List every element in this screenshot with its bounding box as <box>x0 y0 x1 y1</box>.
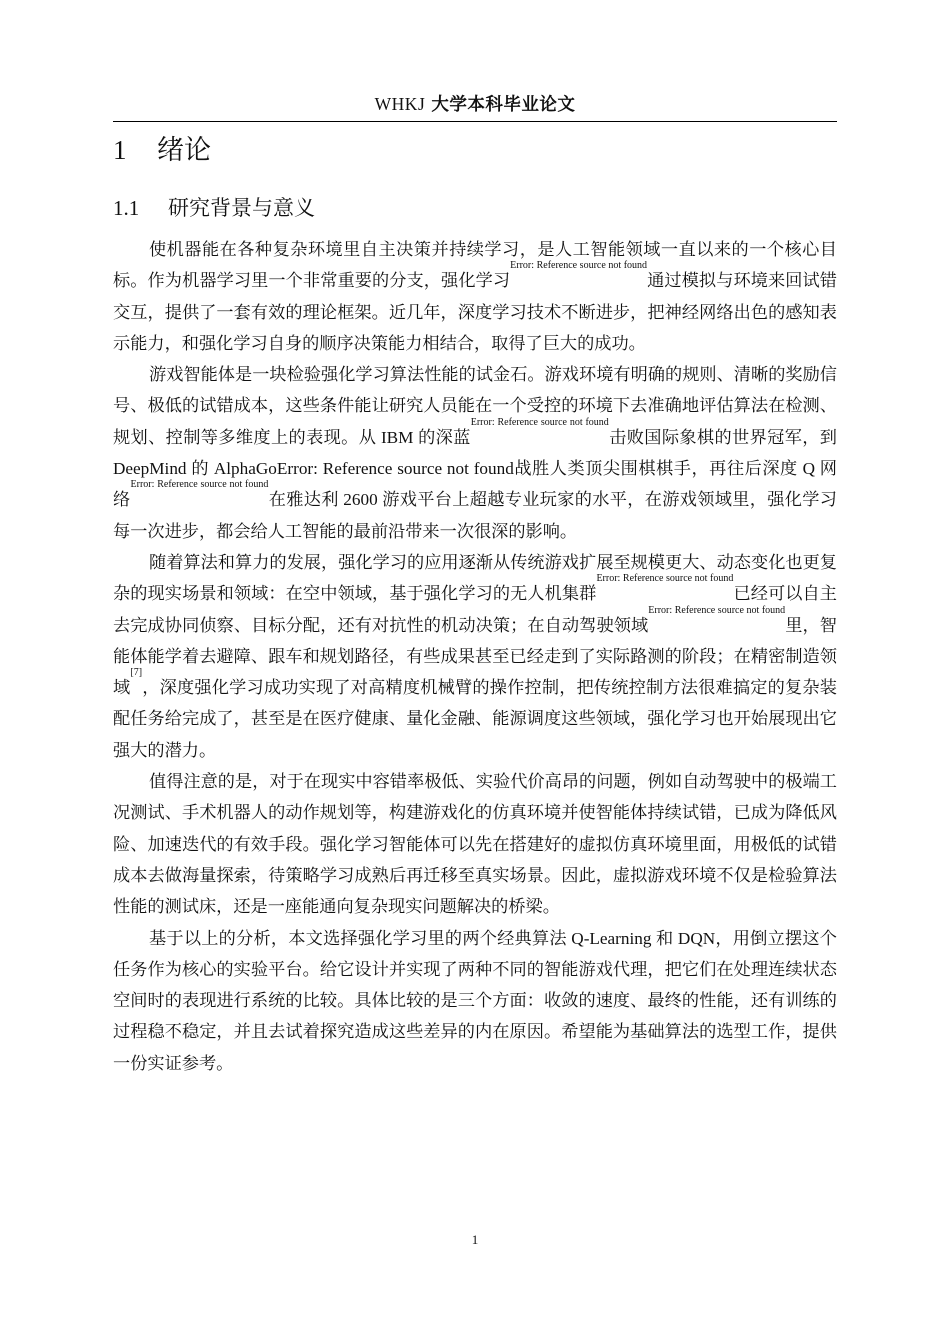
paragraph-text: 游戏智能体是一块检验强化学习算法性能的试金石。游戏环境有明确的规则、清晰的奖励信号、极低的试错成本，这些条件能让研究人员能在一个受控的环境下去准确地评估算法在检测、规划、控制等多维度上的表现。从 IBM 的深蓝 <box>113 365 837 447</box>
paragraph-text: 击败国际象棋的世界冠军，到 DeepMind 的 AlphaGo <box>113 427 837 479</box>
citation-superscript: Error: Reference source not found <box>648 604 786 616</box>
paragraph-text: 里，智能体能学着去避障、跟车和规划路径，有些成果甚至已经走到了实际路测的阶段；在精密制造领域 <box>113 615 837 698</box>
header-rule <box>113 121 837 122</box>
paragraph-text: 通过模拟与环境来回试错交互，提供了一套有效的理论框架。近几年，深度学习技术不断进步，把神经网络出色的感知表示能力，和强化学习自身的顺序决策能力相结合，取得了巨大的成功。 <box>113 271 837 353</box>
body-paragraph <box>113 359 837 547</box>
paragraph-text: 值得注意的是，对于在现实中容错率极低、实验代价高昂的问题，例如自动驾驶中的极端工况测试、手术机器人的动作规划等，构建游戏化的仿真环境并使智能体持续试错，已成为降低风险、加速迭代的有效手段。强化学习智能体可以先在搭建好的虚拟仿真环境里面，用极低的试错成本去做海量探索，待策略学习成熟后再迁移至真实场景。因此，虚拟游戏环境不仅是检验算法性能的测试床，还是一座能通向复杂现实问题解决的桥梁。 <box>113 772 837 917</box>
chapter-title: 绪论 <box>157 135 211 166</box>
paragraph-text: 随着算法和算力的发展，强化学习的应用逐渐从传统游戏扩展至规模更大、动态变化也更复杂的现实场景和领域：在空中领域，基于强化学习的无人机集群 <box>113 552 837 604</box>
body-paragraph <box>113 766 837 922</box>
chapter-heading <box>113 130 837 171</box>
paragraph-text: 战胜人类顶尖围棋棋手，再往后深度 Q 网络 <box>113 459 837 510</box>
citation-inline: Error: Reference source not found <box>276 459 514 479</box>
section-number: 1.1 <box>113 196 140 220</box>
page-number: 1 <box>471 1232 479 1247</box>
section-title: 研究背景与意义 <box>168 196 315 220</box>
citation-superscript: Error: Reference source not found <box>596 573 734 585</box>
header-latin: WHKJ <box>374 94 426 114</box>
citation-superscript: Error: Reference source not found <box>470 416 609 428</box>
section-heading <box>113 191 837 225</box>
paragraph-text: 已经可以自主去完成协同侦察、目标分配，还有对抗性的机动决策；在自动驾驶领域 <box>113 584 837 635</box>
paragraph-text: ，深度强化学习成功实现了对高精度机械臂的操作控制，把传统控制方法很难搞定的复杂装配任务给完成了，甚至是在医疗健康、量化金融、能源调度这些领域，强化学习也开始展现出它强大的潜力。 <box>113 678 837 760</box>
citation-superscript: Error: Reference source not found <box>510 260 648 272</box>
paragraph-text: 基于以上的分析，本文选择强化学习里的两个经典算法 Q-Learning 和 DQN，用倒立摆这个任务作为核心的实验平台。给它设计并实现了两种不同的智能游戏代理，把它们在处理连续状态空间时的表现进行系统的比较。具体比较的是三个方面：收敛的速度、最终的性能，还有训练的过程稳不稳定，并且去试着探究造成这些差异的内在原因。希望能为基础算法的选型工作，提供一份实证参考。 <box>113 928 837 1073</box>
paragraph-text: 使机器能在各种复杂环境里自主决策并持续学习，是人工智能领域一直以来的一个核心目标。作为机器学习里一个非常重要的分支，强化学习 <box>113 240 837 291</box>
header-title: 大学本科毕业论文 <box>431 95 576 115</box>
body-paragraph <box>113 923 837 1079</box>
body-paragraph <box>113 234 837 359</box>
body-text <box>113 234 837 1079</box>
citation-superscript: [7] <box>130 667 143 679</box>
citation-superscript: Error: Reference source not found <box>130 479 269 491</box>
running-header <box>113 92 837 117</box>
paragraph-text: 在雅达利 2600 游戏平台上超越专业玩家的水平，在游戏领域里，强化学习每一次进步，都会给人工智能的最前沿带来一次很深的影响。 <box>113 490 837 541</box>
chapter-number: 1 <box>113 135 127 165</box>
body-paragraph <box>113 547 837 766</box>
